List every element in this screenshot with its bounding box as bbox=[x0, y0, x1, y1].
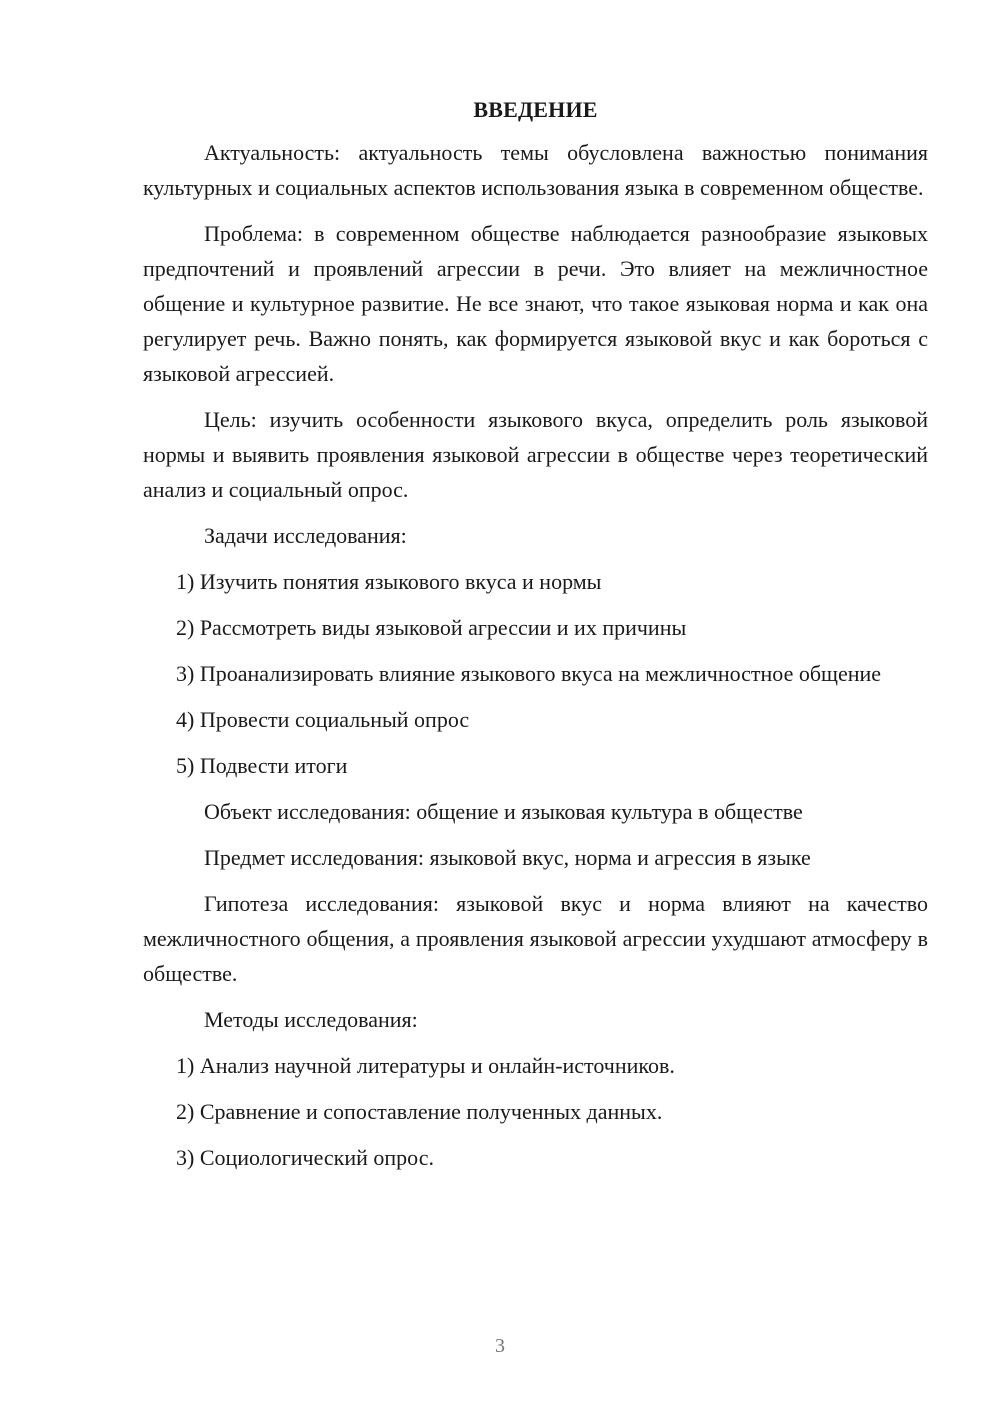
tasks-heading: Задачи исследования: bbox=[204, 523, 407, 548]
method-item: 2) Сравнение и сопоставление полученных данных. bbox=[176, 1099, 663, 1124]
subject-paragraph: Предмет исследования: языковой вкус, норма и агрессия в языке bbox=[204, 845, 811, 870]
goal-paragraph: Цель: изучить особенности языкового вкуса, определить роль языковой нормы и выявить проявления языковой агрессии в обществе через теоретический анализ и социальный опрос. bbox=[143, 407, 928, 502]
method-item: 3) Социологический опрос. bbox=[176, 1145, 434, 1170]
problem-paragraph: Проблема: в современном обществе наблюдается разнообразие языковых предпочтений и проявлений агрессии в речи. Это влияет на межличностное общение и культурное развитие. Не все знают, что такое языковая норма и как она регулирует речь. Важно понять, как формируется языковой вкус и как бороться с языковой агрессией. bbox=[143, 221, 928, 386]
document-page bbox=[143, 94, 928, 1186]
task-item: 2) Рассмотреть виды языковой агрессии и их причины bbox=[176, 615, 687, 640]
task-item: 5) Подвести итоги bbox=[176, 753, 348, 778]
task-item: 1) Изучить понятия языкового вкуса и нормы bbox=[176, 569, 602, 594]
object-paragraph: Объект исследования: общение и языковая культура в обществе bbox=[204, 799, 803, 824]
section-title: ВВЕДЕНИЕ bbox=[473, 97, 598, 122]
hypothesis-paragraph: Гипотеза исследования: языковой вкус и норма влияют на качество межличностного общения, а проявления языковой агрессии ухудшают атмосферу в обществе. bbox=[143, 891, 928, 986]
page-number: 3 bbox=[495, 1335, 505, 1357]
task-item: 3) Проанализировать влияние языкового вкуса на межличностное общение bbox=[176, 661, 882, 686]
methods-heading: Методы исследования: bbox=[204, 1007, 418, 1032]
method-item: 1) Анализ научной литературы и онлайн-источников. bbox=[176, 1053, 675, 1078]
task-item: 4) Провести социальный опрос bbox=[176, 707, 470, 732]
relevance-paragraph: Актуальность: актуальность темы обусловлена важностью понимания культурных и социальных аспектов использования языка в современном обществе. bbox=[143, 140, 928, 200]
